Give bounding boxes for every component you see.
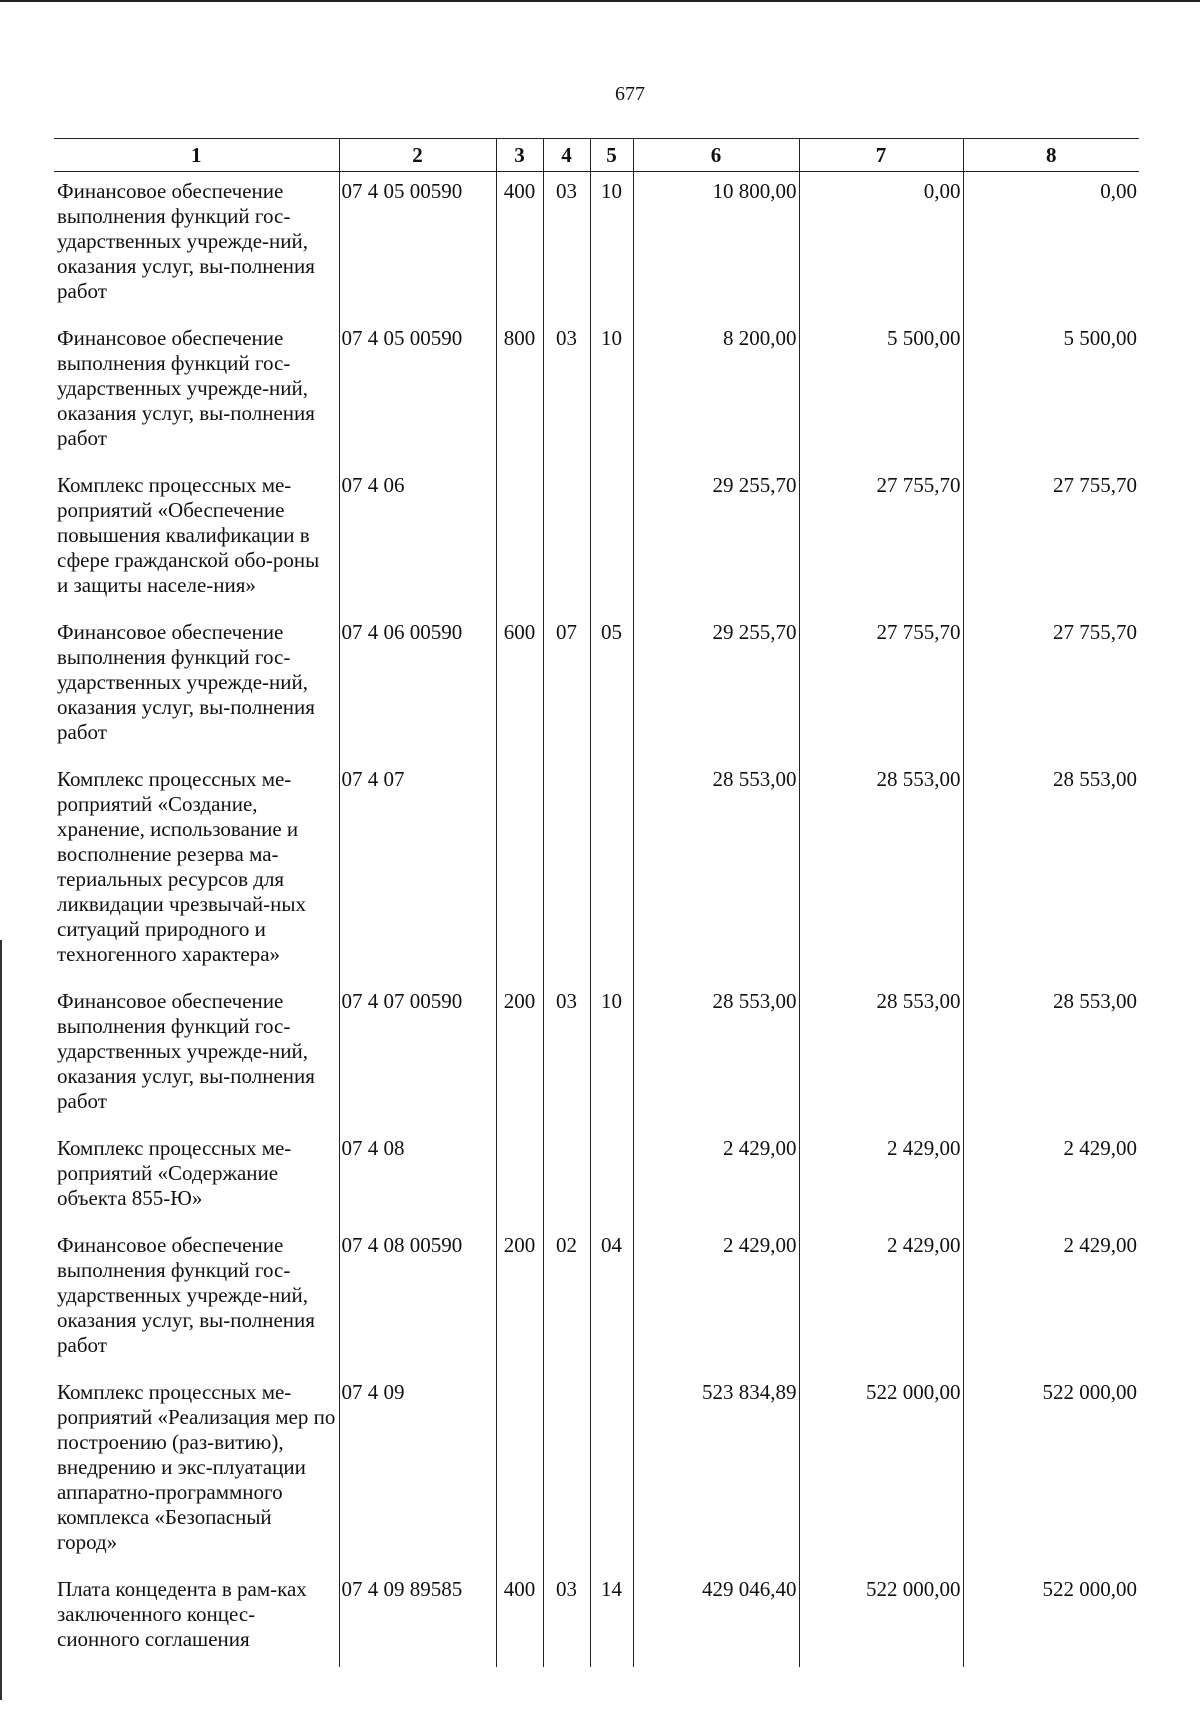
row-col-4	[543, 1373, 590, 1570]
row-value-6: 429 046,40	[633, 1570, 799, 1667]
row-name: Плата концедента в рам-ках заключенного концес-сионного соглашения	[57, 1577, 307, 1651]
page-number: 677	[615, 83, 645, 105]
row-name: Финансовое обеспечение выполнения функций гос-ударственных учрежде-ний, оказания услуг, вы-полнения работ	[57, 179, 315, 303]
row-value-6: 28 553,00	[633, 982, 799, 1129]
row-col-5: 10	[590, 319, 633, 466]
row-col-3: 600	[496, 613, 543, 760]
row-value-7: 0,00	[799, 172, 963, 320]
table-row	[54, 1226, 1139, 1373]
table-row	[54, 319, 1139, 466]
row-code: 07 4 06	[339, 466, 496, 613]
row-value-8: 0,00	[963, 172, 1139, 320]
row-col-5	[590, 1373, 633, 1570]
row-code: 07 4 05 00590	[339, 319, 496, 466]
row-col-3	[496, 1129, 543, 1226]
row-name: Финансовое обеспечение выполнения функций гос-ударственных учрежде-ний, оказания услуг, вы-полнения работ	[57, 326, 315, 450]
row-value-8: 28 553,00	[963, 982, 1139, 1129]
header-col-7: 7	[799, 139, 963, 172]
row-value-8: 2 429,00	[963, 1129, 1139, 1226]
table-row	[54, 1570, 1139, 1667]
row-code: 07 4 07	[339, 760, 496, 982]
header-col-8: 8	[963, 139, 1139, 172]
row-col-5	[590, 1129, 633, 1226]
row-col-5: 04	[590, 1226, 633, 1373]
header-col-4: 4	[543, 139, 590, 172]
row-name: Комплекс процессных ме-роприятий «Обеспечение повышения квалификации в сфере гражданской обо-роны и защиты населе-ния»	[57, 473, 320, 597]
row-col-3	[496, 1373, 543, 1570]
row-col-3: 400	[496, 1570, 543, 1667]
header-col-3: 3	[496, 139, 543, 172]
row-value-6: 29 255,70	[633, 613, 799, 760]
row-code: 07 4 09	[339, 1373, 496, 1570]
row-col-4: 03	[543, 1570, 590, 1667]
header-col-1: 1	[54, 139, 339, 172]
row-col-4	[543, 1129, 590, 1226]
row-col-3: 400	[496, 172, 543, 320]
row-value-7: 27 755,70	[799, 613, 963, 760]
header-col-6: 6	[633, 139, 799, 172]
table-row	[54, 1129, 1139, 1226]
scan-edge-left	[0, 940, 2, 1700]
row-name: Финансовое обеспечение выполнения функций гос-ударственных учрежде-ний, оказания услуг, вы-полнения работ	[57, 989, 315, 1113]
row-value-8: 2 429,00	[963, 1226, 1139, 1373]
row-value-7: 28 553,00	[799, 760, 963, 982]
table-row	[54, 760, 1139, 982]
header-col-5: 5	[590, 139, 633, 172]
row-col-5: 14	[590, 1570, 633, 1667]
row-col-3	[496, 760, 543, 982]
row-value-7: 522 000,00	[799, 1570, 963, 1667]
scan-edge-top	[0, 0, 1200, 2]
row-col-4	[543, 466, 590, 613]
row-value-8: 5 500,00	[963, 319, 1139, 466]
row-code: 07 4 08 00590	[339, 1226, 496, 1373]
row-code: 07 4 09 89585	[339, 1570, 496, 1667]
row-value-7: 27 755,70	[799, 466, 963, 613]
row-col-4	[543, 760, 590, 982]
row-col-5: 10	[590, 982, 633, 1129]
row-value-6: 10 800,00	[633, 172, 799, 320]
row-value-6: 2 429,00	[633, 1226, 799, 1373]
row-name: Финансовое обеспечение выполнения функций гос-ударственных учрежде-ний, оказания услуг, вы-полнения работ	[57, 620, 315, 744]
row-value-8: 27 755,70	[963, 613, 1139, 760]
row-value-6: 28 553,00	[633, 760, 799, 982]
row-value-7: 522 000,00	[799, 1373, 963, 1570]
row-name: Финансовое обеспечение выполнения функций гос-ударственных учрежде-ний, оказания услуг, вы-полнения работ	[57, 1233, 315, 1357]
row-value-7: 2 429,00	[799, 1226, 963, 1373]
row-col-4: 02	[543, 1226, 590, 1373]
table-row	[54, 982, 1139, 1129]
table-row	[54, 613, 1139, 760]
row-code: 07 4 07 00590	[339, 982, 496, 1129]
row-col-5	[590, 760, 633, 982]
table-row	[54, 172, 1139, 320]
header-col-2: 2	[339, 139, 496, 172]
row-value-6: 29 255,70	[633, 466, 799, 613]
row-value-6: 8 200,00	[633, 319, 799, 466]
row-col-5: 10	[590, 172, 633, 320]
row-col-4: 03	[543, 982, 590, 1129]
row-value-7: 28 553,00	[799, 982, 963, 1129]
row-col-3: 800	[496, 319, 543, 466]
row-value-6: 2 429,00	[633, 1129, 799, 1226]
row-col-3: 200	[496, 982, 543, 1129]
table-row	[54, 1373, 1139, 1570]
row-value-7: 2 429,00	[799, 1129, 963, 1226]
row-code: 07 4 05 00590	[339, 172, 496, 320]
row-value-7: 5 500,00	[799, 319, 963, 466]
row-code: 07 4 08	[339, 1129, 496, 1226]
row-value-6: 523 834,89	[633, 1373, 799, 1570]
row-value-8: 28 553,00	[963, 760, 1139, 982]
row-name: Комплекс процессных ме-роприятий «Реализация мер по построению (раз-витию), внедрению и экс-плуатации аппаратно-программного комплекса «Безопасный город»	[57, 1380, 336, 1554]
row-col-5: 05	[590, 613, 633, 760]
row-code: 07 4 06 00590	[339, 613, 496, 760]
row-col-3: 200	[496, 1226, 543, 1373]
header-row	[54, 139, 1139, 172]
row-col-3	[496, 466, 543, 613]
row-col-4: 07	[543, 613, 590, 760]
row-col-4: 03	[543, 172, 590, 320]
table-row	[54, 466, 1139, 613]
row-value-8: 522 000,00	[963, 1373, 1139, 1570]
budget-table	[54, 138, 1139, 1667]
row-value-8: 27 755,70	[963, 466, 1139, 613]
row-name: Комплекс процессных ме-роприятий «Создание, хранение, использование и восполнение резерва ма-териальных ресурсов для ликвидации чрезвычай-ных ситуаций природного и техногенного характера»	[57, 767, 306, 966]
row-name: Комплекс процессных ме-роприятий «Содержание объекта 855-Ю»	[57, 1136, 292, 1210]
row-value-8: 522 000,00	[963, 1570, 1139, 1667]
row-col-5	[590, 466, 633, 613]
row-col-4: 03	[543, 319, 590, 466]
